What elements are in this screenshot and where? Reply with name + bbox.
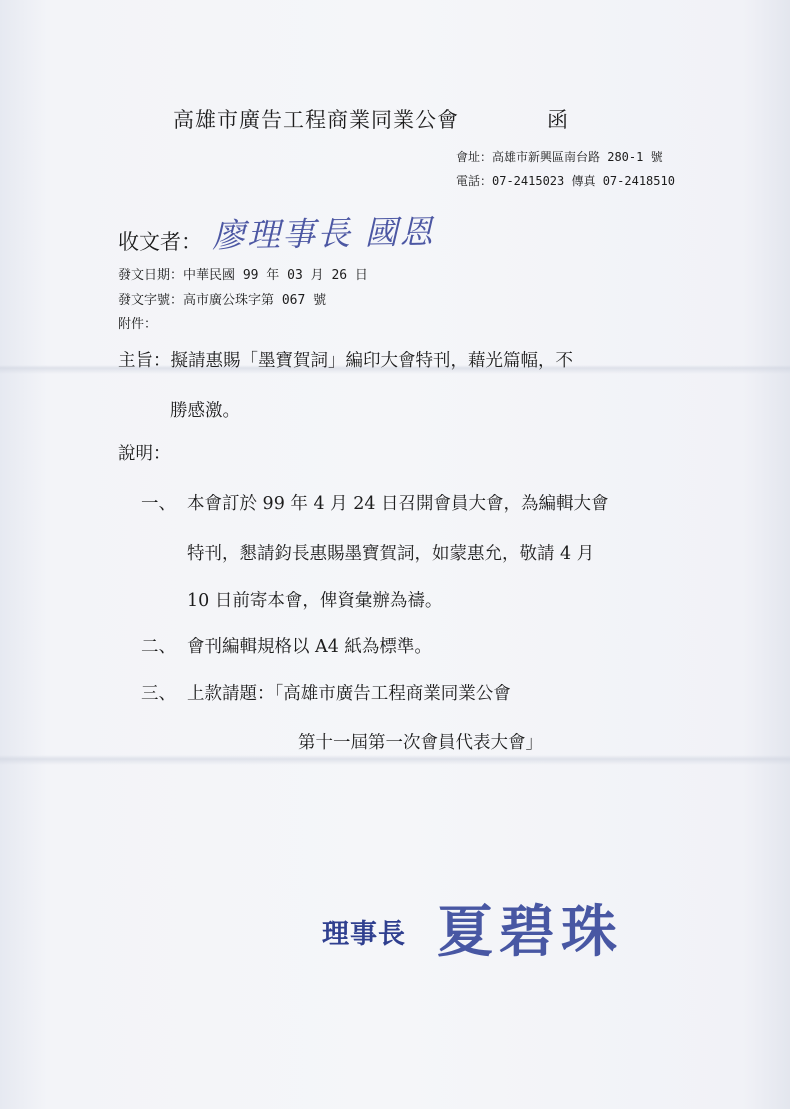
item-2-line-1: 會刊編輯規格以 A4 紙為標準。 (187, 637, 432, 657)
document-number: 發文字號：高市廣公珠字第 067 號 (118, 293, 327, 308)
item-number: 二、 (141, 637, 176, 657)
item-3-line-1: 上款請題：「高雄市廣告工程商業同業公會 (187, 684, 511, 704)
explanation-label: 說明： (118, 444, 171, 464)
handwritten-recipient: 廖理事長 國恩 (211, 212, 435, 255)
signature-name-stamp: 夏碧珠 (437, 899, 623, 965)
recipient-label: 收文者： (118, 230, 202, 254)
item-1-line-2: 特刊，懇請鈞長惠賜墨寶賀詞，如蒙惠允，敬請 4 月 (187, 544, 595, 564)
item-number: 一、 (141, 494, 176, 514)
org-phone: 電話：07-2415023 傳真 07-2418510 (456, 174, 675, 188)
subject-line-1: 主旨：擬請惠賜「墨寶賀詞」編印大會特刊，藉光篇幅，不 (118, 351, 573, 371)
item-1-line-1: 本會訂於 99 年 4 月 24 日召開會員大會，為編輯大會 (187, 494, 609, 514)
signature-title-stamp: 理事長 (322, 919, 406, 950)
org-address: 會址：高雄市新興區南台路 280-1 號 (456, 150, 663, 164)
issue-date: 發文日期：中華民國 99 年 03 月 26 日 (118, 268, 368, 283)
attachment-label: 附件： (118, 317, 158, 332)
item-1-line-3: 10 日前寄本會，俾資彙辦為禱。 (187, 591, 443, 611)
org-title: 高雄市廣告工程商業同業公會 (173, 108, 459, 132)
item-3-line-2: 第十一屆第一次會員代表大會」 (298, 733, 543, 753)
subject-line-2: 勝感激。 (170, 401, 240, 421)
item-number: 三、 (141, 684, 176, 704)
doc-type: 函 (547, 108, 568, 132)
